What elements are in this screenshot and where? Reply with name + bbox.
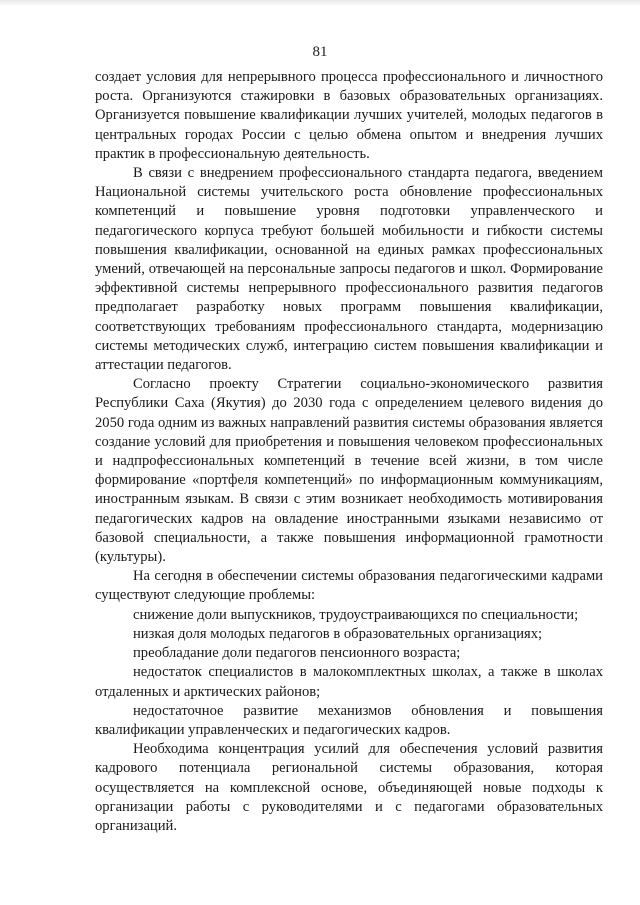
paragraph-strategy: Согласно проекту Стратегии социально-экономического развития Республики Саха (Якутия) до 2030 года с определением целевого видения до 2050 года одним из важных направлений развития системы образования является создание условий для приобретения и повышения человеком профессиональных и надпрофессиональных компетенций в течение всей жизни, в том числе формирование «портфеля компетенций» по информационным коммуникациям, иностранным языкам. В связи с этим возникает необходимость мотивирования педагогических кадров на овладение иностранными языками независимо от базовой специальности, а также повышения информационной грамотности (культуры). [95,376,603,566]
paragraph-professional-standard: В связи с внедрением профессионального стандарта педагога, введением Национальной системы учительского роста обновление профессиональных компетенций и повышение уровня подготовки управленческого и педагогического корпуса требуют большей мобильности и гибкости системы повышения квалификации, основанной на единых рамках профессиональных умений, отвечающей на персональные запросы педагогов и школ. Формирование эффективной системы непрерывного профессионального развития педагогов предполагает разработку новых программ повышения квалификации, соответствующих требованиям профессионального стандарта, модернизацию системы методических служб, интеграцию систем повышения квалификации и аттестации педагогов. [95,165,603,374]
paragraph-continuation: создает условия для непрерывного процесса профессионального и личностного роста. Организуются стажировки в базовых образовательных организациях. Организуется повышение квалификации лучших учителей, молодых педагогов в центральных городах России с целью обмена опытом и внедрения лучших практик в профессиональную деятельность. [95,69,603,162]
document-body [95,68,603,836]
problem-item: недостаточное развитие механизмов обновления и повышения квалификации управленческих и педагогических кадров. [95,702,603,738]
problem-item: недостаток специалистов в малокомплектных школах, а также в школах отдаленных и арктических районов; [95,664,603,700]
paragraph-problems-intro: На сегодня в обеспечении системы образования педагогическими кадрами существуют следующие проблемы: [95,568,603,604]
page-number: 81 [312,44,328,60]
problem-item: преобладание доли педагогов пенсионного возраста; [133,645,461,662]
problem-item: низкая доля молодых педагогов в образовательных организациях; [133,625,543,642]
problem-item: снижение доли выпускников, трудоустраивающихся по специальности; [133,606,579,623]
scan-edge [0,0,640,6]
paragraph-closing: Необходима концентрация усилий для обеспечения условий развития кадрового потенциала региональной системы образования, которая осуществляется на комплексной основе, объединяющей новые подходы к организации работы с руководителями и с педагогами образовательных организаций. [95,741,603,834]
